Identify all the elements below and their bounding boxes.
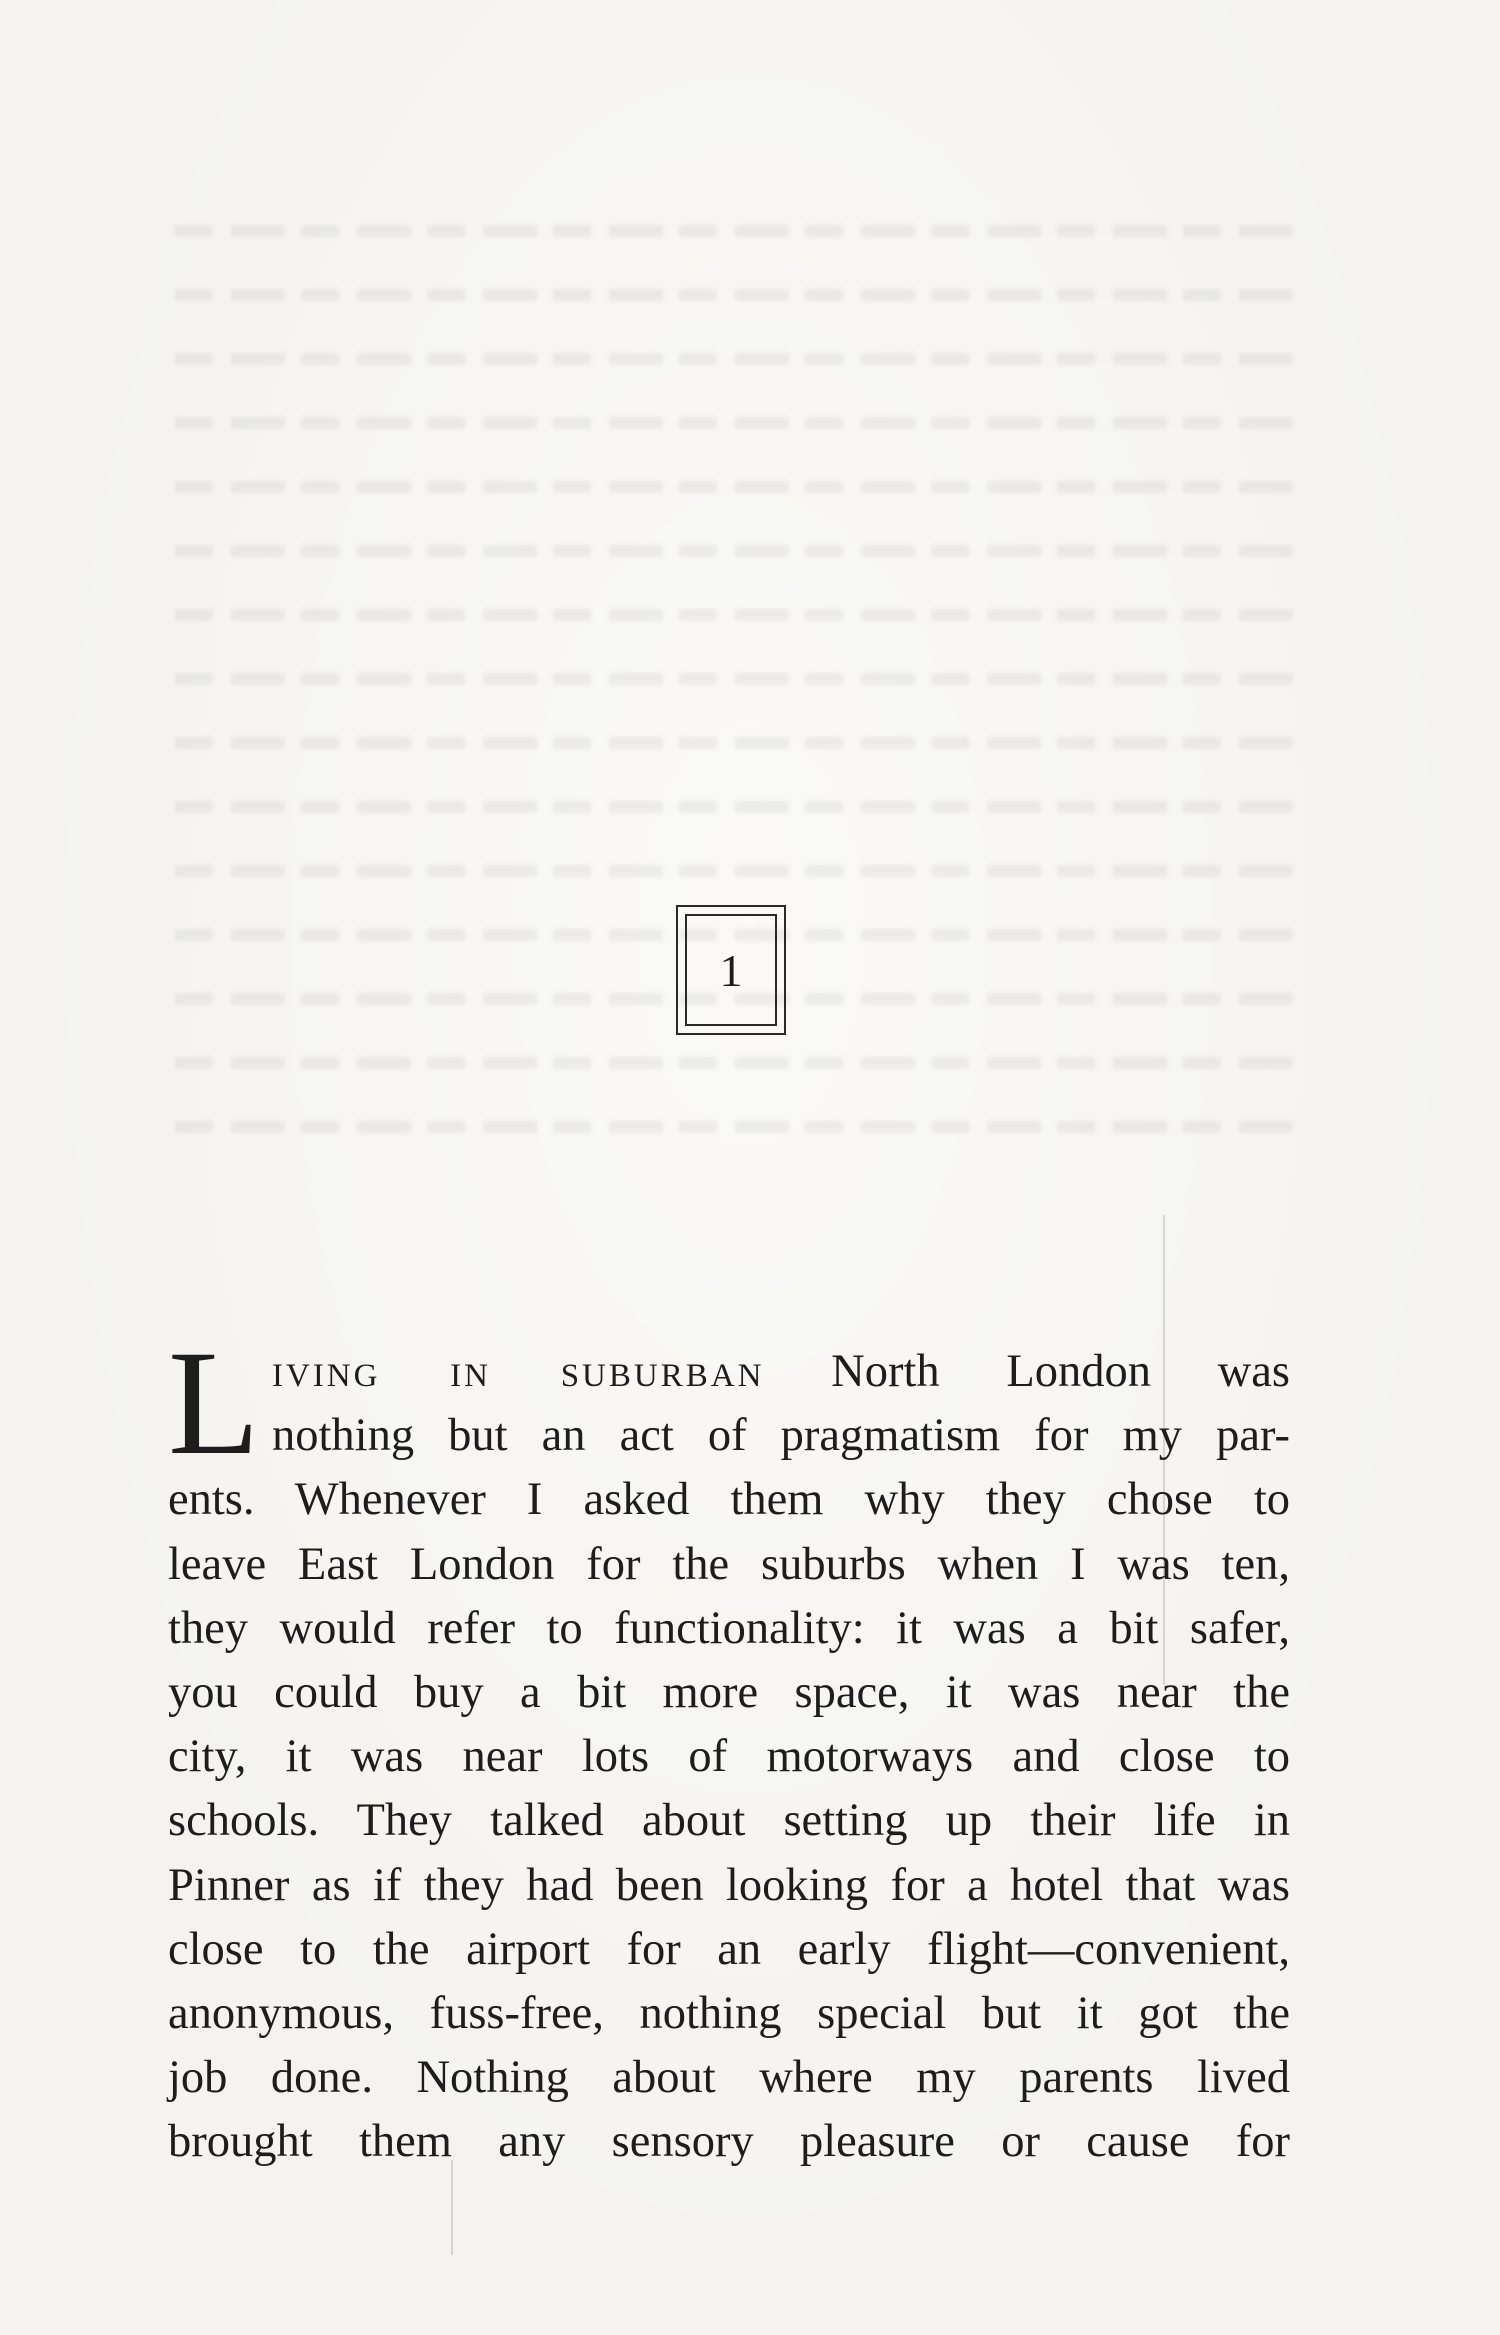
text-line: you could buy a bit more space, it was near the bbox=[168, 1666, 1290, 1718]
text-line: job done. Nothing about where my parents lived bbox=[168, 2052, 1290, 2104]
text-line: schools. They talked about setting up their life in bbox=[168, 1795, 1290, 1847]
chapter-number-frame bbox=[676, 905, 786, 1035]
small-caps-lead: iving in suburban bbox=[272, 1346, 765, 1397]
text-line: Pinner as if they had been looking for a hotel that was bbox=[168, 1859, 1290, 1911]
show-through-text bbox=[175, 225, 1300, 1225]
text-line: they would refer to functionality: it was a bit safer, bbox=[168, 1602, 1290, 1654]
text-line: ents. Whenever I asked them why they chose to bbox=[168, 1474, 1290, 1526]
text-line: brought them any sensory pleasure or cause for bbox=[168, 2116, 1290, 2168]
text-line: close to the airport for an early flight—convenient, bbox=[168, 1923, 1290, 1975]
text-line: nothing but an act of pragmatism for my par- bbox=[272, 1410, 1290, 1462]
line-text: North London was bbox=[831, 1346, 1290, 1397]
text-line bbox=[168, 1340, 1290, 1404]
text-line: leave East London for the suburbs when I was ten, bbox=[168, 1538, 1290, 1590]
text-line: city, it was near lots of motorways and close to bbox=[168, 1731, 1290, 1783]
drop-cap-letter: L bbox=[168, 1320, 260, 1486]
chapter-number: 1 bbox=[685, 914, 777, 1026]
chapter-body-text bbox=[168, 1320, 1290, 2174]
text-line: anonymous, fuss-free, nothing special but it got the bbox=[168, 1987, 1290, 2039]
